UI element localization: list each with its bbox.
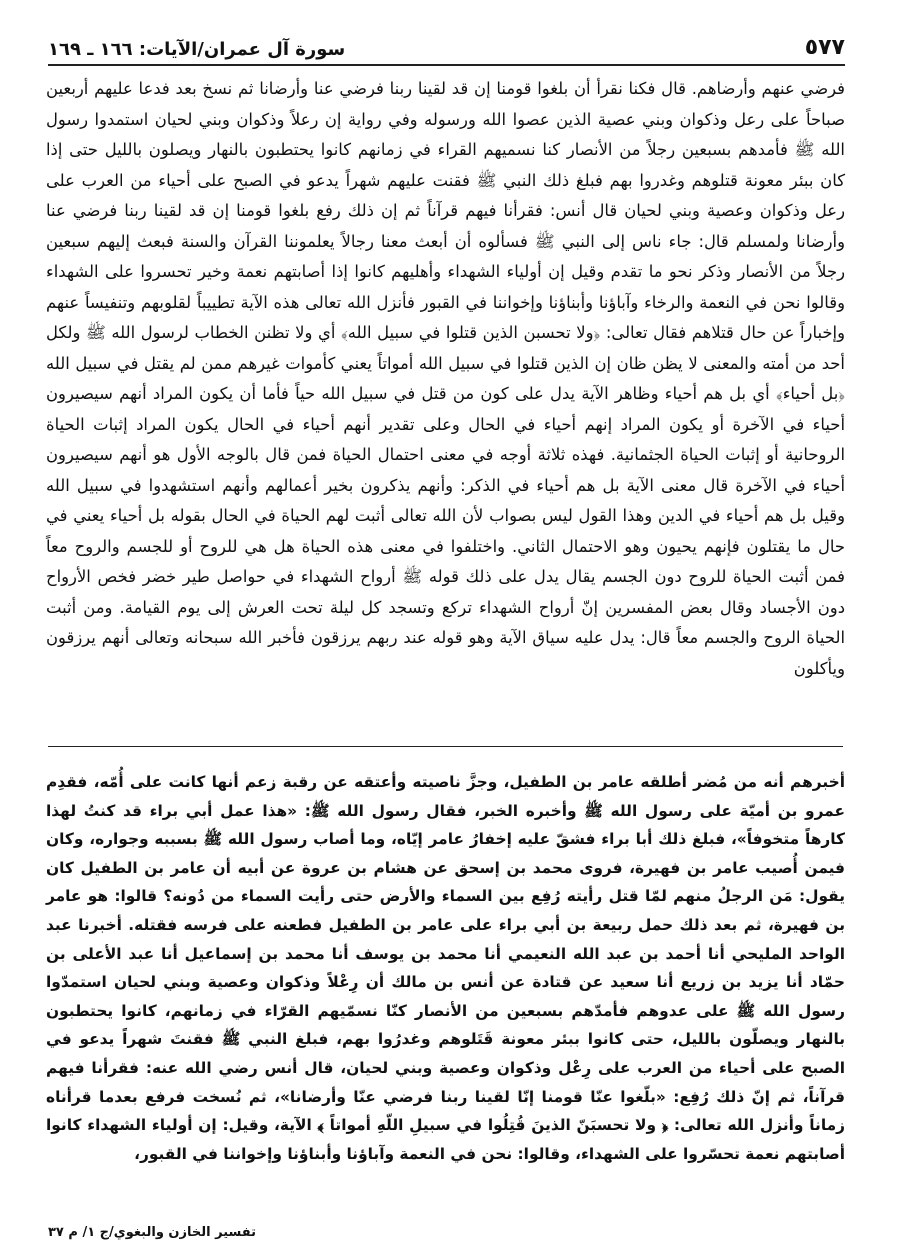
volume-signature: تفسير الخازن والبغوي/ج ١/ م ٣٧ xyxy=(48,1225,256,1240)
main-paragraph: فرضي عنهم وأرضاهم. قال فكنا نقرأ أن بلغوا قومنا إن قد لقينا ربنا فرضي عنا وأرضانا ثم نسخ بعد فدعا عليهم أربعين صباحاً على رعل وذكوان وبني عصية الذين عصوا الله ورسوله وفي رواية إن رعلاً وذكوان وبني لحيان استمدوا رسول الله ﷺ فأمدهم بسبعين رجلاً من الأنصار كنا نسميهم القراء في زمانهم كانوا يحتطبون بالنهار ويصلون بالليل حتى إذا كان ببئر معونة قتلوهم وغدروا بهم فبلغ ذلك النبي ﷺ فقنت عليهم شهراً يدعو في الصبح على أحياء من العرب على رعل وذكوان وعصية وبني لحيان قال أنس: فقرأنا فيهم قرآناً ثم إن ذلك رفع بلغوا قومنا إن قد لقينا ربنا فرضي عنا وأرضانا ولمسلم قال: جاء ناس إلى النبي ﷺ فسألوه أن أبعث معنا رجالاً يعلموننا القرآن والسنة فبعث إليهم سبعين رجلاً من الأنصار وذكر نحو ما تقدم وقيل إن أولياء الشهداء وأهليهم كانوا إذا أصابتهم نعمة وخير تحسروا على الشهداء وقالوا نحن في النعمة والرخاء وآباؤنا وأبناؤنا وإخواننا في القبور فأنزل الله تعالى هذه الآية تطييباً لقلوبهم وتنفيساً عنهم وإخباراً عن حال قتلاهم فقال تعالى: ﴿ولا تحسبن الذين قتلوا في سبيل الله﴾ أي ولا تظنن الخطاب لرسول الله ﷺ ولكل أحد من أمته والمعنى لا يظن ظان إن الذين قتلوا في سبيل الله أمواتاً يعني كأموات غيرهم ممن لم يقتل في سبيل الله ﴿بل أحياء﴾ أي بل هم أحياء وظاهر الآية يدل على كون من قتل في سبيل الله حياً فأما أن يكون المراد أنهم سيصيرون أحياء في الآخرة أو يكون المراد إنهم أحياء في الحال وعلى تقدير أنهم أحياء في الحال يكون المراد إثبات الحياة الروحانية أو إثبات الحياة الجثمانية. فهذه ثلاثة أوجه في معنى احتمال الحياة فمن قال بالوجه الأول هو أنهم سيصيرون أحياء في الآخرة قال معنى الآية بل هم أحياء في الذكر: وأنهم يذكرون بخير أعمالهم وأنهم استشهدوا في سبيل الله وقيل بل هم أحياء في الدين وهذا القول ليس بصواب لأن الله تعالى أثبت لهم الحياة في الحال بقوله بل أحياء يعني في حال ما يقتلون فإنهم يحيون وهو الاحتمال الثاني. واختلفوا في معنى هذه الحياة هل هي للروح أو للجسم والروح معاً فمن أثبت الحياة للروح دون الجسم يقال يدل على ذلك قوله ﷺ أرواح الشهداء في حواصل طير خضر فخص الأرواح دون الأجساد وقال بعض المفسرين إنّ أرواح الشهداء تركع وتسجد كل ليلة تحت العرش إلى يوم القيامة. ومن أثبت الحياة الروح والجسم معاً قال: يدل عليه سياق الآية وهو قوله عند ربهم يرزقون فأخبر الله سبحانه وتعالى أنهم يرزقون ويأكلون xyxy=(46,79,845,678)
footnote-paragraph: أخبرهم أنه من مُضر أطلقه عامر بن الطفيل، وجزَّ ناصيته وأعتقه عن رقبة زعم أنها كانت على أُمّه، فقدِم عمرو بن أميّة على رسول الله ﷺ وأخبره الخبر، فقال رسول الله ﷺ: «هذا عمل أبي براء قد كنتُ لهذا كارهاً متخوفاً»، فبلغ ذلك أبا براء فشقّ عليه إخفارُ عامر إيّاه، وما أصاب رسول الله ﷺ بسببه وجواره، وكان فيمن أُصيب عامر بن فهيرة، فروى محمد بن إسحق عن هشام بن عروة عن أبيه أن عامر بن الطفيل كان يقول: مَن الرجلُ منهم لمّا قتل رأيته رُفِع بين السماء والأرض حتى رأيت السماء من دُونه؟ قالوا: هو عامر بن فهيرة، ثم بعد ذلك حمل ربيعة بن أبي براء على عامر بن الطفيل فطعنه على فرسه فقتله. أخبرنا عبد الواحد المليحي أنا أحمد بن عبد الله النعيمي أنا محمد بن يوسف أنا محمد بن إسماعيل أنا عبد الأعلى بن حمّاد أنا يزيد بن زريع أنا سعيد عن قتادة عن أنس بن مالك أن رِعْلاً وذكوان وعصية وبني لحيان استمدّوا رسول الله ﷺ على عدوهم فأمدّهم بسبعين من الأنصار كنّا نسمّيهم القرّاء في زمانهم، كانوا يحتطبون بالنهار ويصلّون بالليل، حتى كانوا ببئر معونة قَتَلوهم وغدرُوا بهم، فبلغ النبي ﷺ فقنتَ شهراً يدعو في الصبح على أحياء من العرب على رِعْل وذكوان وعصية وبني لحيان، قال أنس رضي الله عنه: فقرأنا فيهم قرآناً، ثم إنّ ذلك رُفِع: «بلّغوا عنّا قومنا إنّا لقينا ربنا فرضي عنّا وأرضانا»، ثم نُسخت فرفع بعدما قرأناه زماناً وأنزل الله تعالى: ﴿ ولا تحسبَنّ الذينَ قُتِلُوا في سبيلِ اللّهِ أمواتاً ﴾ الآية، وقيل: إن أولياء الشهداء كانوا أصابتهم نعمة تحسّروا على الشهداء، وقالوا: نحن في النعمة وآباؤنا وأبناؤنا وإخواننا في القبور، xyxy=(46,773,845,1163)
footnote-divider xyxy=(48,746,843,747)
page-number: ٥٧٧ xyxy=(804,35,845,60)
main-commentary-text xyxy=(46,74,845,684)
surah-verses-heading: سورة آل عمران/الآيات: ١٦٦ ـ ١٦٩ xyxy=(48,39,346,60)
footnote-text xyxy=(46,768,845,1168)
page-header xyxy=(48,28,845,66)
